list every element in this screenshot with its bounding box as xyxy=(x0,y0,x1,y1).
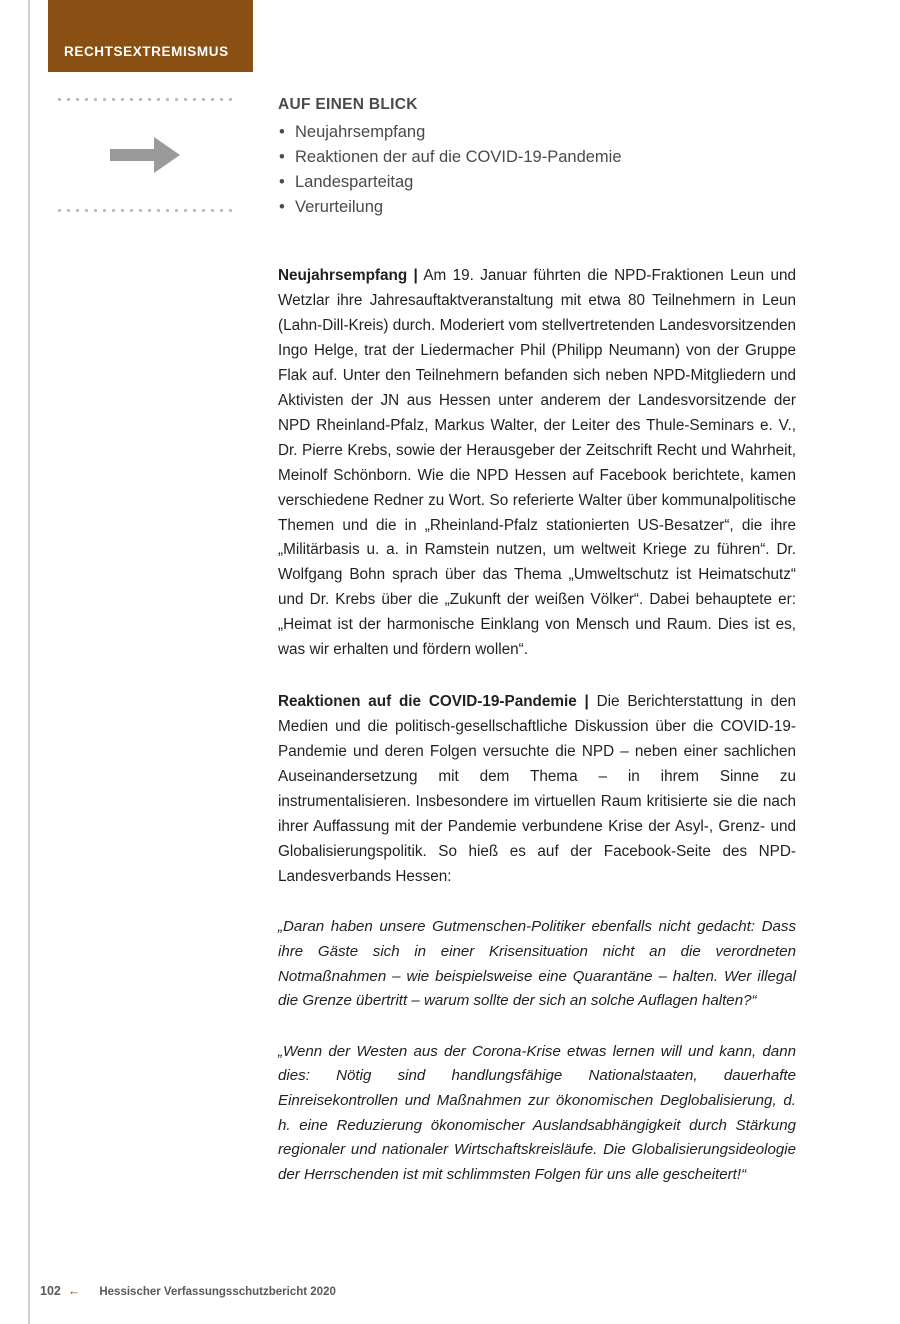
list-item: • Landesparteitag xyxy=(278,170,796,195)
left-column-arrow-block xyxy=(58,98,234,212)
article-content xyxy=(278,96,796,1187)
paragraph-lead-in: Reaktionen auf die COVID-19-Pandemie | xyxy=(278,693,589,711)
summary-title: AUF EINEN BLICK xyxy=(278,96,418,113)
paragraph-lead-in: Neujahrsempfang | xyxy=(278,267,418,285)
article-quote xyxy=(278,1040,796,1188)
article-paragraph xyxy=(278,264,796,663)
quote-text: „Wenn der Westen aus der Corona-Krise etwas lernen will und kann, dann dies: Nötig sind handlungsfähige Nationalstaaten, dauerhafte Einreisekontrollen und Maßnahmen zur ökonomischen Deglobalisierung, d. h. eine Reduzierung ökonomischer Auslandsabhängigkeit durch Stärkung regionaler und nationaler Wirtschaftskreisläufe. Die Globalisierungsideologie der Herrschenden ist mit schlimmsten Folgen für uns alle gescheitert!“ xyxy=(278,1042,796,1183)
list-item: • Verurteilung xyxy=(278,195,796,220)
footer-title: Hessischer Verfassungsschutzbericht 2020 xyxy=(99,1286,336,1298)
category-tab xyxy=(48,0,253,72)
arrow-right-icon xyxy=(110,133,182,177)
list-item: • Reaktionen der auf die COVID-19-Pandemie xyxy=(278,145,796,170)
dotted-rule-bottom xyxy=(58,209,234,212)
arrow-left-icon: ← xyxy=(67,1284,81,1298)
quote-text: „Daran haben unsere Gutmenschen-Politiker ebenfalls nicht gedacht: Dass ihre Gäste sich in einer Krisensituation nicht an die verordneten Notmaßnahmen – wie beispielsweise eine Quarantäne – halten. Wer illegal die Grenze übertritt – warum sollte der sich an solche Auflagen halten?“ xyxy=(278,918,796,1010)
footer-page-number: 102 xyxy=(40,1284,61,1298)
paragraph-text: Am 19. Januar führten die NPD-Fraktionen Leun und Wetzlar ihre Jahresauftaktveranstaltung mit etwa 80 Teilnehmern in Leun (Lahn-Dill-Kreis) durch. Moderiert vom stellvertretenden Landesvorsitzenden Ingo Helge, trat der Liedermacher Phil (Philipp Neumann) von der Gruppe Flak auf. Unter den Teilnehmern befanden sich neben NPD-Mitgliedern und Aktivisten der JN aus Hessen unter anderem der Landesvorsitzende der NPD Rheinland-Pfalz, Markus Walter, der Leiter des Thule-Seminars e. V., Dr. Pierre Krebs, sowie der Herausgeber der Zeitschrift Recht und Wahrheit, Meinolf Schönborn. Wie die NPD Hessen auf Facebook berichtete, kamen verschiedene Redner zu Wort. So referierte Walter über kommunalpolitische Themen und die in „Rheinland-Pfalz stationierten US-Besatzer“, die ihre „Militärbasis u. a. in Ramstein nutzen, um weltweit Kriege zu führen“. Dr. Wolfgang Bohn sprach über das Thema „Umweltschutz ist Heimatschutz“ und Dr. Krebs über die „Zukunft der weißen Völker“. Dabei behauptete er: „Heimat ist der harmonische Einklang von Mensch und Raum. Dies ist es, was wir erhalten und fördern wollen“. xyxy=(278,267,797,659)
paragraph-text: Die Berichterstattung in den Medien und die politisch-gesellschaftliche Diskussion über die COVID-19-Pandemie und deren Folgen versuchte die NPD – neben einer sachlichen Auseinandersetzung mit dem Thema – in ihrem Sinne zu instrumentalisieren. Insbesondere im virtuellen Raum kritisierte sie die nach ihrer Auffassung mit der Pandemie verbundene Krise der Asyl-, Grenz- und Globalisierungspolitik. So hieß es auf der Facebook-Seite des NPD-Landesverbands Hessen: xyxy=(278,693,796,885)
article-paragraph xyxy=(278,690,796,889)
page-edge-rule xyxy=(28,0,30,1324)
summary-list xyxy=(278,120,796,220)
article-quote xyxy=(278,915,796,1013)
list-item: • Neujahrsempfang xyxy=(278,120,796,145)
category-tab-label: RECHTSEXTREMISMUS xyxy=(64,44,229,59)
arrow-icon-wrapper xyxy=(58,101,234,209)
page-footer xyxy=(40,1284,336,1298)
